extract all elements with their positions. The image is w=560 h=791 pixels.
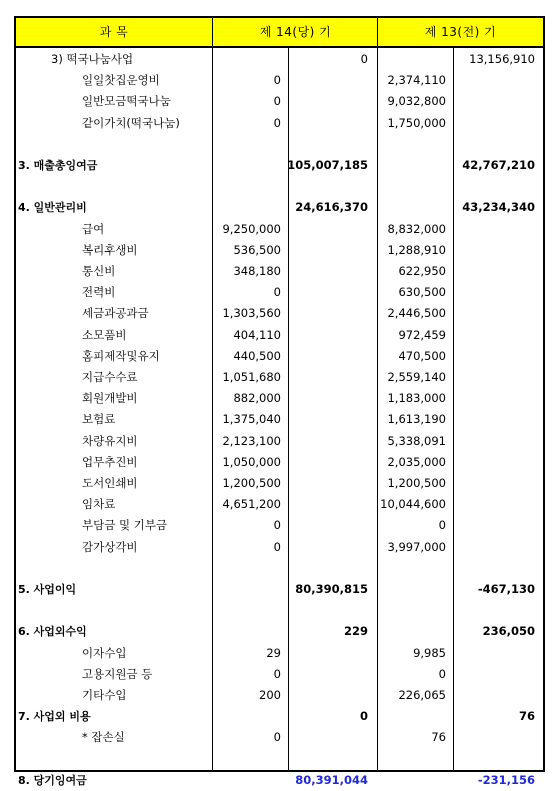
amount-c1: 0 bbox=[273, 730, 281, 745]
row-label: 4. 일반관리비 bbox=[18, 201, 87, 215]
header-prior-period: 제 13(전) 기 bbox=[424, 25, 497, 39]
row-label: * 잡손실 bbox=[82, 730, 125, 745]
row-label: 일일찻집운영비 bbox=[82, 73, 160, 88]
amount-c3: 2,559,140 bbox=[387, 370, 446, 384]
row-label: 3. 매출총잉여금 bbox=[18, 159, 98, 172]
amount-c1: 0 bbox=[273, 666, 281, 681]
table-row bbox=[16, 537, 543, 558]
amount-c4: 76 bbox=[518, 709, 535, 724]
amount-c3: 1,613,190 bbox=[387, 412, 446, 427]
amount-c1: 0 bbox=[273, 94, 281, 109]
table-row bbox=[16, 664, 543, 685]
amount-c2: 0 bbox=[360, 52, 368, 66]
row-label: 부담금 및 기부금 bbox=[82, 518, 168, 533]
row-label: 홈피제작및유지 bbox=[82, 348, 160, 363]
row-label: 기타수입 bbox=[82, 688, 127, 702]
row-label: 세금과공과금 bbox=[82, 306, 149, 321]
table-row bbox=[16, 325, 543, 346]
row-label: 소모품비 bbox=[82, 327, 127, 342]
row-label: 6. 사업외수익 bbox=[18, 625, 87, 639]
amount-c2: 105,007,185 bbox=[287, 158, 368, 172]
amount-c1: 536,500 bbox=[233, 242, 281, 257]
table-row bbox=[16, 431, 543, 452]
table-row bbox=[16, 706, 543, 727]
amount-c1: 0 bbox=[273, 73, 281, 88]
table-row bbox=[16, 579, 543, 600]
table-row bbox=[16, 494, 543, 515]
amount-c3: 1,288,910 bbox=[387, 242, 446, 257]
table-row bbox=[16, 303, 543, 324]
table-row bbox=[16, 685, 543, 706]
amount-c2: 24,616,370 bbox=[295, 200, 368, 215]
amount-c4: 236,050 bbox=[482, 624, 535, 639]
amount-c2: 0 bbox=[359, 709, 368, 724]
amount-c1: 9,250,000 bbox=[222, 221, 281, 236]
row-label: 지급수수료 bbox=[82, 370, 138, 384]
row-label: 이자수입 bbox=[82, 645, 127, 660]
table-row bbox=[16, 197, 543, 218]
table-row bbox=[16, 473, 543, 494]
table-row bbox=[16, 219, 543, 240]
amount-c4: 13,156,910 bbox=[469, 52, 535, 66]
row-label: 5. 사업이익 bbox=[18, 583, 77, 596]
spacer-row bbox=[16, 749, 543, 770]
row-label: 통신비 bbox=[82, 264, 116, 278]
table-row bbox=[16, 240, 543, 261]
table-row bbox=[16, 70, 543, 91]
row-label: 회원개발비 bbox=[82, 391, 138, 406]
table-row bbox=[16, 113, 543, 134]
amount-c3: 8,832,000 bbox=[387, 221, 446, 236]
amount-c1: 2,123,100 bbox=[222, 433, 281, 448]
amount-c3: 622,950 bbox=[398, 264, 446, 278]
amount-c1: 29 bbox=[266, 645, 281, 660]
amount-c1: 1,051,680 bbox=[222, 370, 281, 384]
table-header bbox=[16, 18, 543, 48]
amount-c3: 2,035,000 bbox=[387, 454, 446, 469]
row-label: 업무추진비 bbox=[82, 454, 138, 469]
amount-c1: 882,000 bbox=[233, 391, 281, 406]
amount-c3: 10,044,600 bbox=[380, 497, 446, 512]
table-row bbox=[16, 367, 543, 388]
row-label: 감가상각비 bbox=[82, 539, 138, 554]
amount-c3: 630,500 bbox=[398, 285, 446, 300]
table-row bbox=[16, 282, 543, 303]
amount-c3: 5,338,091 bbox=[387, 433, 446, 448]
table-row bbox=[16, 49, 543, 70]
amount-c3: 3,997,000 bbox=[387, 539, 446, 554]
table-row bbox=[16, 91, 543, 112]
amount-c4: -467,130 bbox=[477, 582, 535, 596]
amount-c1: 200 bbox=[259, 688, 281, 702]
amount-c2: 80,391,044 bbox=[295, 772, 368, 787]
table-row bbox=[16, 727, 543, 748]
spacer-row bbox=[16, 558, 543, 579]
amount-c3: 2,446,500 bbox=[387, 306, 446, 321]
amount-c3: 1,750,000 bbox=[387, 115, 446, 130]
spacer-row bbox=[16, 134, 543, 155]
row-label: 7. 사업외 비용 bbox=[18, 710, 91, 724]
amount-c1: 4,651,200 bbox=[222, 497, 281, 512]
amount-c1: 0 bbox=[273, 115, 281, 130]
amount-c3: 470,500 bbox=[398, 348, 446, 363]
table-row bbox=[16, 261, 543, 282]
table-row bbox=[16, 388, 543, 409]
table-row bbox=[16, 155, 543, 176]
amount-c1: 404,110 bbox=[233, 327, 281, 342]
amount-c1: 348,180 bbox=[233, 264, 281, 278]
amount-c1: 1,200,500 bbox=[222, 476, 281, 490]
amount-c1: 1,050,000 bbox=[222, 454, 281, 469]
spacer-row bbox=[16, 600, 543, 621]
amount-c1: 0 bbox=[273, 285, 281, 300]
amount-c3: 0 bbox=[438, 666, 446, 681]
amount-c1: 0 bbox=[273, 518, 281, 533]
amount-c3: 76 bbox=[431, 730, 446, 745]
row-label: 복리후생비 bbox=[82, 242, 138, 257]
amount-c3: 9,985 bbox=[413, 645, 446, 660]
amount-c3: 9,032,800 bbox=[387, 94, 446, 109]
table-row bbox=[16, 346, 543, 367]
amount-c3: 2,374,110 bbox=[387, 73, 446, 88]
row-label: 차량유지비 bbox=[82, 433, 138, 448]
amount-c3: 1,200,500 bbox=[387, 476, 446, 490]
amount-c3: 0 bbox=[438, 518, 446, 533]
amount-c4: 43,234,340 bbox=[462, 200, 535, 215]
amount-c1: 1,303,560 bbox=[222, 306, 281, 321]
row-label: 보험료 bbox=[82, 412, 116, 427]
table-row bbox=[16, 409, 543, 430]
header-current-period: 제 14(당) 기 bbox=[259, 25, 332, 39]
row-label: 일반모금떡국나눔 bbox=[82, 94, 171, 109]
row-label: 전력비 bbox=[82, 285, 116, 300]
amount-c1: 0 bbox=[273, 539, 281, 554]
row-label: 같이가치(떡국나눔) bbox=[82, 115, 180, 130]
table-row bbox=[16, 515, 543, 536]
table-row bbox=[16, 621, 543, 642]
row-label: 고용지원금 등 bbox=[82, 666, 153, 681]
amount-c4: -231,156 bbox=[477, 772, 535, 787]
spacer-row bbox=[16, 176, 543, 197]
header-subject: 과 목 bbox=[99, 25, 129, 39]
amount-c3: 226,065 bbox=[398, 688, 446, 702]
row-label: 도서인쇄비 bbox=[82, 476, 138, 490]
row-label: 8. 당기잉여금 bbox=[18, 773, 87, 787]
amount-c4: 42,767,210 bbox=[462, 158, 535, 172]
statement-table bbox=[14, 16, 545, 787]
amount-c3: 972,459 bbox=[398, 327, 446, 342]
amount-c2: 229 bbox=[343, 624, 368, 639]
table-row bbox=[16, 452, 543, 473]
amount-c2: 80,390,815 bbox=[295, 582, 368, 596]
row-label: 급여 bbox=[82, 221, 105, 236]
amount-c1: 440,500 bbox=[233, 348, 281, 363]
row-label: 3) 떡국나눔사업 bbox=[51, 52, 134, 66]
table-row bbox=[16, 770, 543, 791]
row-label: 임차료 bbox=[82, 497, 116, 512]
table-row bbox=[16, 643, 543, 664]
amount-c1: 1,375,040 bbox=[222, 412, 281, 427]
amount-c3: 1,183,000 bbox=[387, 391, 446, 406]
